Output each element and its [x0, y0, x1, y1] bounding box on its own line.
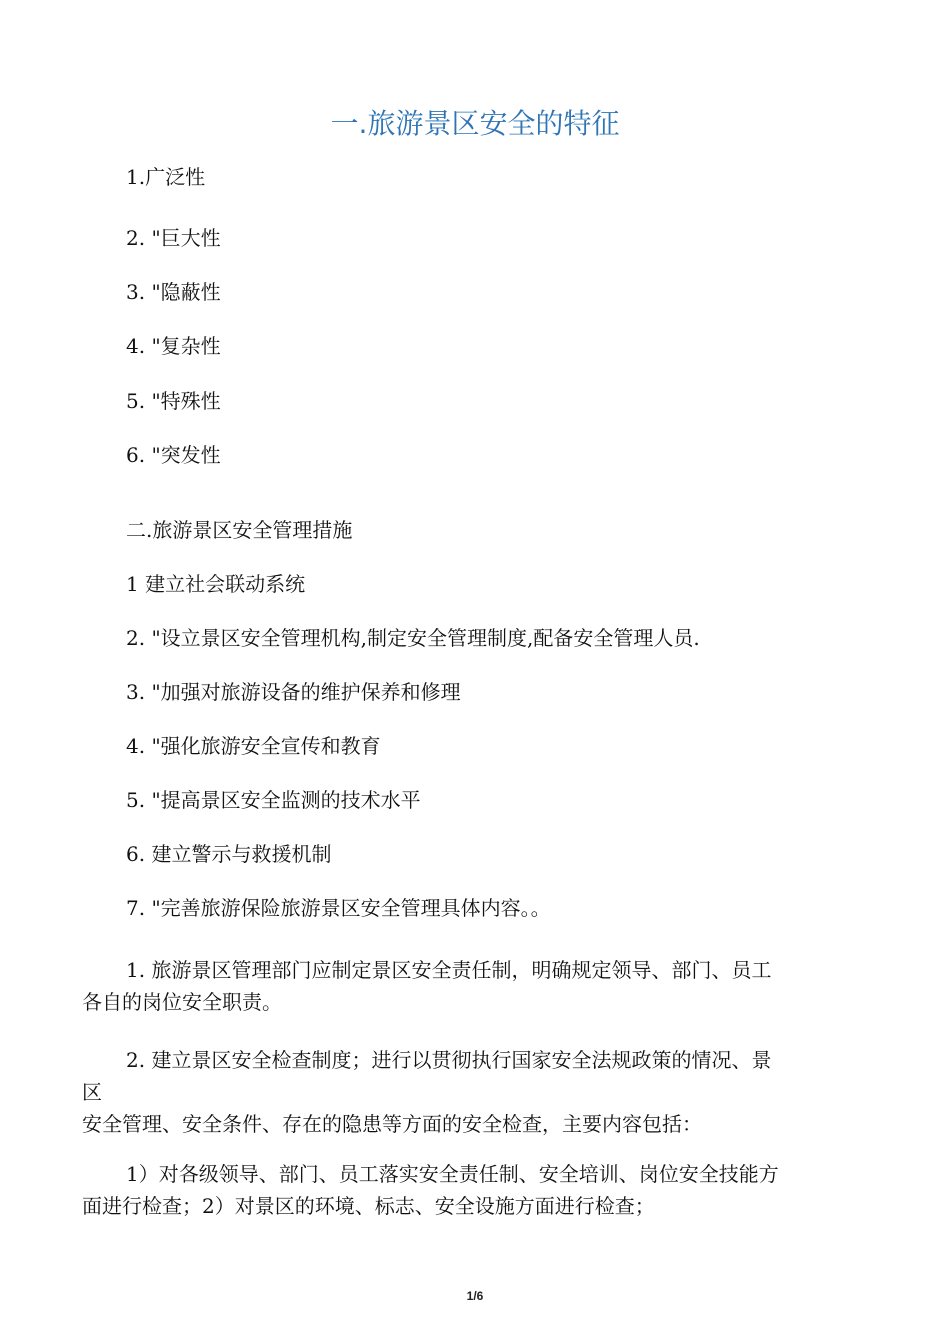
paragraph: [82, 1044, 852, 1140]
list-item: 1 建立社会联动系统: [126, 572, 306, 596]
list-item: 7. "完善旅游保险旅游景区安全管理具体内容。。: [126, 896, 551, 920]
list-item: 1.广泛性: [126, 165, 206, 189]
list-item: 4. "复杂性: [126, 334, 221, 358]
list-item: 3. "隐蔽性: [126, 280, 221, 304]
paragraph-line: 1）对各级领导、部门、员工落实安全责任制、安全培训、岗位安全技能方: [126, 1162, 779, 1186]
paragraph-line: 安全管理、安全条件、存在的隐患等方面的安全检查，主要内容包括：: [82, 1112, 702, 1136]
section-heading: 二.旅游景区安全管理措施: [126, 518, 353, 542]
paragraph-line: 面进行检查；2）对景区的环境、标志、安全设施方面进行检查；: [82, 1194, 655, 1218]
list-item: 5. "提高景区安全监测的技术水平: [126, 788, 421, 812]
list-item: 2. "设立景区安全管理机构,制定安全管理制度,配备安全管理人员.: [126, 626, 700, 650]
paragraph-line: 区: [82, 1080, 102, 1104]
paragraph-line: 1. 旅游景区管理部门应制定景区安全责任制，明确规定领导、部门、员工: [126, 958, 772, 982]
list-item: 6. "突发性: [126, 443, 221, 467]
paragraph: [82, 954, 852, 1018]
list-item: 2. "巨大性: [126, 226, 221, 250]
list-item: 4. "强化旅游安全宣传和教育: [126, 734, 381, 758]
list-item: 3. "加强对旅游设备的维护保养和修理: [126, 680, 461, 704]
list-item: 6. 建立警示与救援机制: [126, 842, 332, 866]
paragraph-line: 2. 建立景区安全检查制度；进行以贯彻执行国家安全法规政策的情况、景: [126, 1048, 772, 1072]
page-number: 1/6: [466, 1289, 484, 1303]
paragraph-line: 各自的岗位安全职责。: [82, 990, 282, 1014]
page-title: 一.旅游景区安全的特征: [330, 107, 620, 140]
paragraph: [82, 1158, 852, 1222]
list-item: 5. "特殊性: [126, 389, 221, 413]
